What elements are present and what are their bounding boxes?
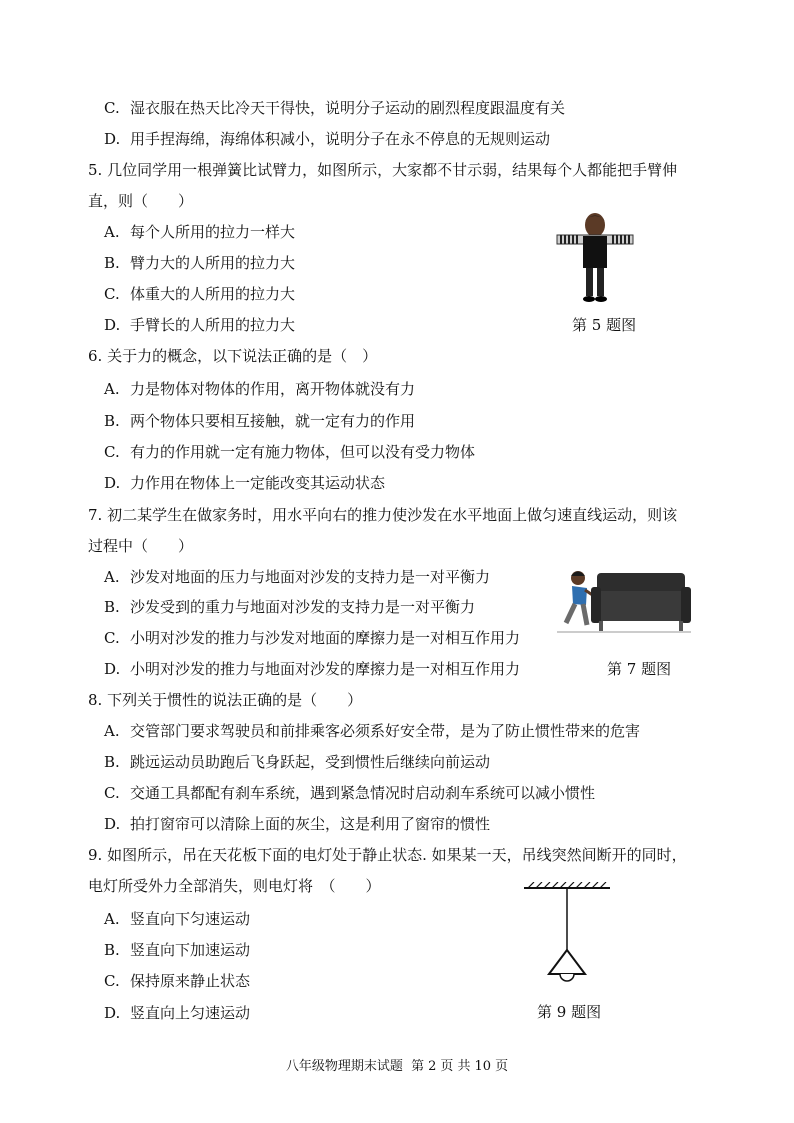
option-label: A.: [104, 910, 120, 928]
sofa-right-arm: [681, 587, 691, 623]
q6-option-a: [104, 379, 415, 399]
q6-option-b: [104, 411, 415, 431]
q9-stem-line2: 电灯所受外力全部消失，则电灯将 （ ）: [88, 877, 381, 895]
page-suffix: 页: [495, 1059, 509, 1074]
option-text: 有力的作用就一定有施力物体，但可以没有受力物体: [130, 443, 476, 461]
boy-left-leg: [586, 268, 593, 296]
q4-option-d: [104, 129, 550, 149]
q9-option-d: [104, 1003, 250, 1023]
q5-option-b: [104, 253, 295, 273]
page-number: 2: [428, 1059, 437, 1074]
option-text: 拍打窗帘可以清除上面的灰尘，这是利用了窗帘的惯性: [130, 815, 491, 833]
q8-option-c: [104, 783, 595, 803]
option-label: D.: [104, 316, 121, 334]
q4-option-c: [104, 98, 565, 118]
option-label: D.: [104, 815, 121, 833]
option-label: D.: [104, 660, 121, 678]
option-label: C.: [104, 99, 120, 117]
option-label: C.: [104, 972, 120, 990]
page-prefix: 第: [411, 1059, 425, 1074]
sofa-seat: [593, 591, 689, 621]
q8-option-d: [104, 814, 490, 834]
option-label: C.: [104, 629, 120, 647]
option-text: 手臂长的人所用的拉力大: [130, 316, 296, 334]
q5-figure-caption: 第 5 题图: [572, 316, 637, 334]
option-label: D.: [104, 130, 121, 148]
child-back-leg: [566, 604, 575, 623]
option-label: D.: [104, 474, 121, 492]
boy-shirt: [583, 236, 607, 268]
q9-option-a: [104, 909, 250, 929]
q8-stem: 8. 下列关于惯性的说法正确的是（ ）: [88, 691, 363, 709]
option-label: C.: [104, 285, 120, 303]
option-text: 竖直向下匀速运动: [130, 910, 251, 928]
q5-option-c: [104, 284, 295, 304]
option-label: B.: [104, 941, 120, 959]
option-text: 力作用在物体上一定能改变其运动状态: [130, 474, 386, 492]
option-label: B.: [104, 254, 120, 272]
q7-figure-sofa-push: [557, 567, 691, 635]
boy-head: [585, 213, 605, 237]
q6-option-c: [104, 442, 475, 462]
q6-option-d: [104, 473, 385, 493]
lamp-shade: [549, 950, 585, 974]
option-text: 每个人所用的拉力一样大: [130, 223, 296, 241]
q9-option-b: [104, 940, 250, 960]
option-text: 交管部门要求驾驶员和前排乘客必须系好安全带，是为了防止惯性带来的危害: [130, 722, 641, 740]
option-text: 保持原来静止状态: [130, 972, 251, 990]
exam-title: 八年级物理期末试题: [285, 1059, 403, 1074]
q9-figure-caption: 第 9 题图: [537, 1003, 602, 1021]
q9-option-c: [104, 971, 250, 991]
option-label: A.: [104, 568, 120, 586]
child-front-leg: [583, 604, 587, 625]
q7-option-b: [104, 597, 475, 617]
option-text: 沙发受到的重力与地面对沙发的支持力是一对平衡力: [130, 598, 476, 616]
page-mid: 页 共: [440, 1059, 471, 1074]
q7-stem-line1: 7. 初二某学生在做家务时，用水平向右的推力使沙发在水平地面上做匀速直线运动，则该: [88, 506, 678, 524]
sofa-left-arm: [591, 587, 601, 623]
option-label: B.: [104, 598, 120, 616]
option-label: A.: [104, 380, 120, 398]
page-footer: [0, 1058, 794, 1076]
q5-option-d: [104, 315, 295, 335]
q9-stem-line1: 9. 如图所示，吊在天花板下面的电灯处于静止状态. 如果某一天，吊线突然间断开的同时，: [88, 846, 687, 864]
option-text: 两个物体只要相互接触，就一定有力的作用: [130, 412, 416, 430]
option-text: 小明对沙发的推力与地面对沙发的摩擦力是一对相互作用力: [130, 660, 521, 678]
option-text: 跳远运动员助跑后飞身跃起，受到惯性后继续向前运动: [130, 753, 491, 771]
option-text: 小明对沙发的推力与沙发对地面的摩擦力是一对相互作用力: [130, 629, 521, 647]
option-label: C.: [104, 784, 120, 802]
option-text: 湿衣服在热天比冷天干得快，说明分子运动的剧烈程度跟温度有关: [130, 99, 566, 117]
sofa-left-leg: [599, 621, 603, 631]
q9-figure-hanging-lamp: [522, 882, 612, 982]
option-label: B.: [104, 753, 120, 771]
q5-stem-line2: 直，则（ ）: [88, 192, 194, 210]
option-text: 臂力大的人所用的拉力大: [130, 254, 296, 272]
q5-option-a: [104, 222, 295, 242]
boy-right-leg: [597, 268, 604, 296]
option-label: C.: [104, 443, 120, 461]
q7-option-d: [104, 659, 520, 679]
q8-option-b: [104, 752, 490, 772]
option-label: A.: [104, 722, 120, 740]
q7-figure-caption: 第 7 题图: [607, 660, 672, 678]
q5-stem-line1: 5. 几位同学用一根弹簧比试臂力，如图所示，大家都不甘示弱，结果每个人都能把手臂伸: [88, 161, 678, 179]
sofa-right-leg: [679, 621, 683, 631]
boy-right-shoe: [595, 296, 607, 302]
child-hair: [571, 572, 585, 577]
option-text: 交通工具都配有刹车系统，遇到紧急情况时启动刹车系统可以减小惯性: [130, 784, 596, 802]
option-label: D.: [104, 1004, 121, 1022]
option-text: 用手捏海绵，海绵体积减小，说明分子在永不停息的无规则运动: [130, 130, 551, 148]
q7-stem-line2: 过程中（ ）: [88, 537, 194, 555]
boy-left-shoe: [583, 296, 595, 302]
option-text: 沙发对地面的压力与地面对沙发的支持力是一对平衡力: [130, 568, 491, 586]
option-label: A.: [104, 223, 120, 241]
lamp-bulb: [560, 974, 574, 981]
q7-option-c: [104, 628, 520, 648]
q5-figure-spring-boy: [555, 212, 635, 304]
option-text: 力是物体对物体的作用，离开物体就没有力: [130, 380, 416, 398]
q7-option-a: [104, 567, 490, 587]
option-text: 竖直向上匀速运动: [130, 1004, 251, 1022]
option-text: 体重大的人所用的拉力大: [130, 285, 296, 303]
q6-stem: 6. 关于力的概念，以下说法正确的是（ ）: [88, 347, 378, 365]
option-label: B.: [104, 412, 120, 430]
page-total: 10: [474, 1059, 492, 1074]
option-text: 竖直向下加速运动: [130, 941, 251, 959]
child-shirt: [572, 586, 587, 605]
q8-option-a: [104, 721, 640, 741]
